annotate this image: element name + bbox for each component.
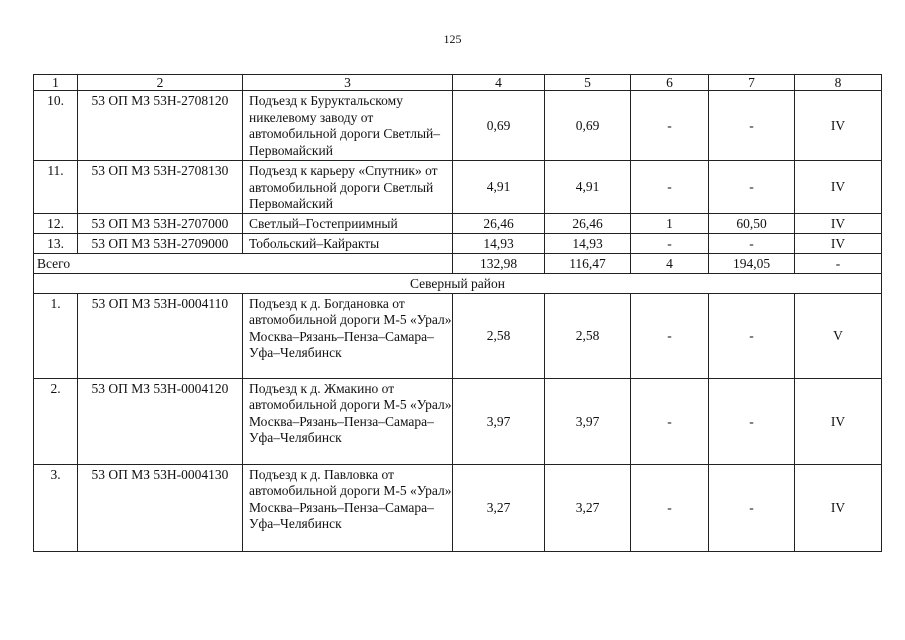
- column-number: 6: [631, 75, 709, 91]
- cell-col4: 2,58: [453, 293, 545, 378]
- cell-col7: -: [709, 91, 795, 161]
- cell-col4: 26,46: [453, 213, 545, 233]
- total-col6: 4: [631, 253, 709, 273]
- column-number: 4: [453, 75, 545, 91]
- column-number-row: [34, 75, 882, 91]
- road-code: 53 ОП МЗ 53Н-0004130: [78, 464, 243, 551]
- total-col7: 194,05: [709, 253, 795, 273]
- road-name: Подъезд к Буруктальскому никелевому заводу от автомобильной дороги Светлый–Первомайский: [243, 91, 453, 161]
- roads-table: [33, 74, 882, 552]
- road-code: 53 ОП МЗ 53Н-2708130: [78, 161, 243, 214]
- table-row: [34, 213, 882, 233]
- page-number: 125: [443, 32, 462, 46]
- column-number: 8: [795, 75, 882, 91]
- road-name: Подъезд к д. Павловка от автомобильной дороги М-5 «Урал» Москва–Рязань–Пенза–Самара–Уфа–Челябинск: [243, 464, 453, 551]
- road-code: 53 ОП МЗ 53Н-2707000: [78, 213, 243, 233]
- cell-col8: IV: [795, 378, 882, 464]
- column-number: 2: [78, 75, 243, 91]
- road-code: 53 ОП МЗ 53Н-0004110: [78, 293, 243, 378]
- cell-col4: 3,97: [453, 378, 545, 464]
- road-name: Подъезд к карьеру «Спутник» от автомобильной дороги Светлый Первомайский: [243, 161, 453, 214]
- table-row: [34, 91, 882, 161]
- cell-col7: -: [709, 233, 795, 253]
- road-code: 53 ОП МЗ 53Н-2709000: [78, 233, 243, 253]
- column-number: 7: [709, 75, 795, 91]
- section-title: Северный район: [34, 273, 882, 293]
- road-code: 53 ОП МЗ 53Н-2708120: [78, 91, 243, 161]
- table-row: [34, 293, 882, 378]
- total-col4: 132,98: [453, 253, 545, 273]
- row-number: 12.: [34, 213, 78, 233]
- total-col8: -: [795, 253, 882, 273]
- cell-col7: 60,50: [709, 213, 795, 233]
- cell-col5: 3,97: [545, 378, 631, 464]
- cell-col6: -: [631, 233, 709, 253]
- cell-col4: 0,69: [453, 91, 545, 161]
- cell-col6: -: [631, 91, 709, 161]
- total-label: Всего: [34, 253, 453, 273]
- cell-col7: -: [709, 293, 795, 378]
- cell-col4: 4,91: [453, 161, 545, 214]
- cell-col7: -: [709, 464, 795, 551]
- road-name: Тобольский–Кайракты: [243, 233, 453, 253]
- column-number: 3: [243, 75, 453, 91]
- cell-col8: IV: [795, 233, 882, 253]
- road-code: 53 ОП МЗ 53Н-0004120: [78, 378, 243, 464]
- table-row: [34, 233, 882, 253]
- cell-col6: 1: [631, 213, 709, 233]
- cell-col7: -: [709, 378, 795, 464]
- section-row: [34, 273, 882, 293]
- table-row: [34, 464, 882, 551]
- cell-col6: -: [631, 293, 709, 378]
- total-row: [34, 253, 882, 273]
- cell-col5: 14,93: [545, 233, 631, 253]
- road-name: Подъезд к д. Богдановка от автомобильной дороги М-5 «Урал» Москва–Рязань–Пенза–Самара–Уфа–Челябинск: [243, 293, 453, 378]
- cell-col4: 14,93: [453, 233, 545, 253]
- cell-col8: V: [795, 293, 882, 378]
- row-number: 3.: [34, 464, 78, 551]
- cell-col5: 26,46: [545, 213, 631, 233]
- row-number: 11.: [34, 161, 78, 214]
- column-number: 5: [545, 75, 631, 91]
- cell-col6: -: [631, 464, 709, 551]
- cell-col8: IV: [795, 161, 882, 214]
- cell-col4: 3,27: [453, 464, 545, 551]
- cell-col5: 2,58: [545, 293, 631, 378]
- total-col5: 116,47: [545, 253, 631, 273]
- cell-col7: -: [709, 161, 795, 214]
- cell-col6: -: [631, 161, 709, 214]
- cell-col5: 0,69: [545, 91, 631, 161]
- row-number: 2.: [34, 378, 78, 464]
- row-number: 13.: [34, 233, 78, 253]
- table-row: [34, 161, 882, 214]
- cell-col5: 4,91: [545, 161, 631, 214]
- cell-col6: -: [631, 378, 709, 464]
- cell-col8: IV: [795, 213, 882, 233]
- road-name: Светлый–Гостеприимный: [243, 213, 453, 233]
- row-number: 10.: [34, 91, 78, 161]
- table-row: [34, 378, 882, 464]
- row-number: 1.: [34, 293, 78, 378]
- cell-col8: IV: [795, 464, 882, 551]
- cell-col5: 3,27: [545, 464, 631, 551]
- column-number: 1: [34, 75, 78, 91]
- cell-col8: IV: [795, 91, 882, 161]
- road-name: Подъезд к д. Жмакино от автомобильной дороги М-5 «Урал» Москва–Рязань–Пенза–Самара–Уфа–Челябинск: [243, 378, 453, 464]
